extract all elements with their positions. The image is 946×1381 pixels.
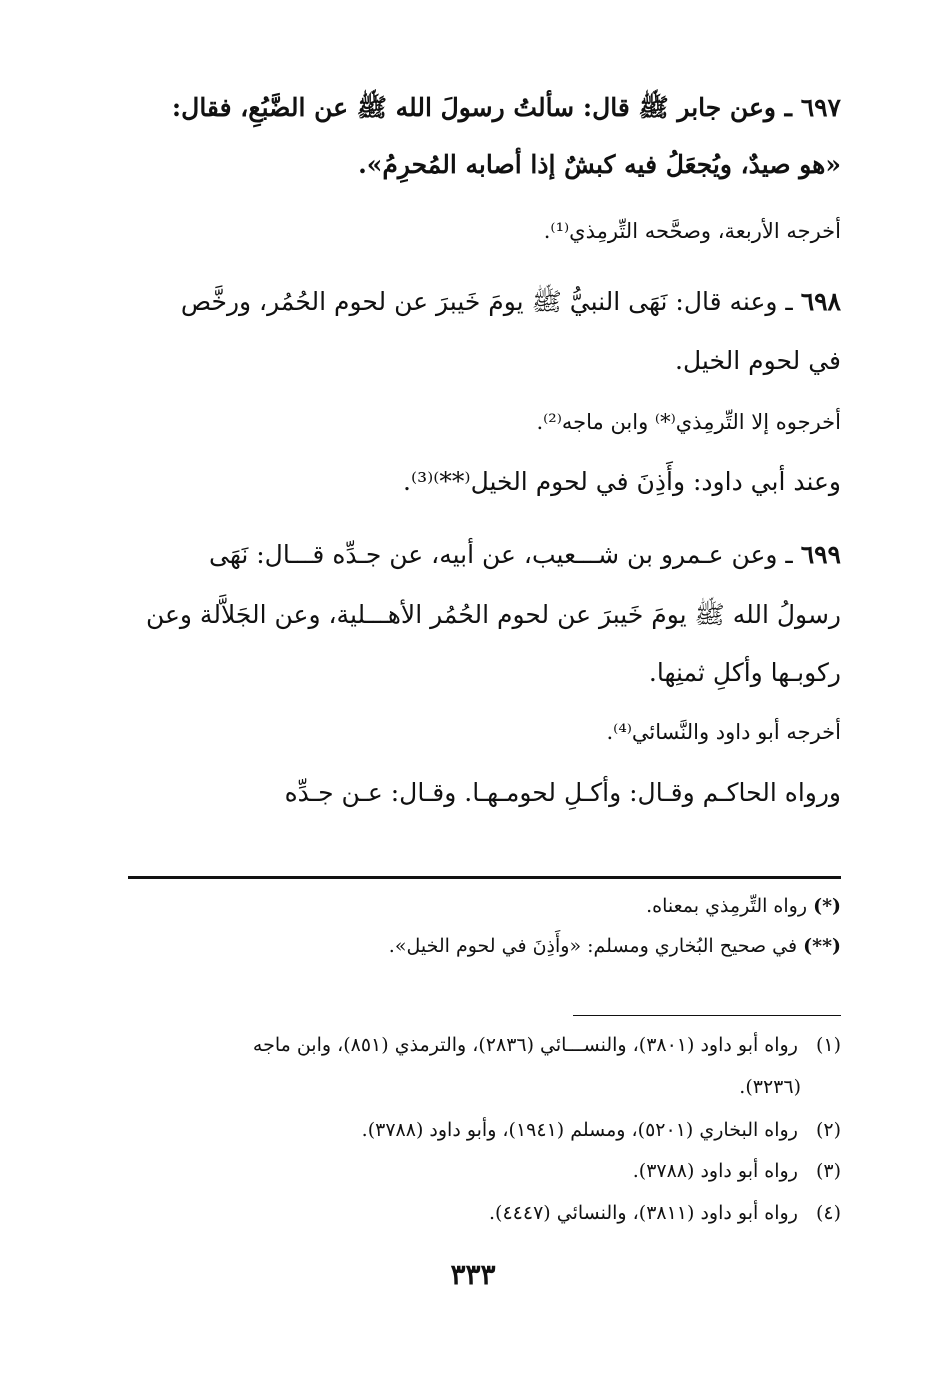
hadith-698-source: أخرجوه إلا التِّرمِذي⁽*⁾ وابن ماجه⁽²⁾. [536, 410, 841, 434]
main-text-divider [128, 876, 841, 879]
footnote-1-continuation: (٣٢٣٦). [739, 1076, 801, 1098]
hadith-699-line-3: ركوبـها وأكلِ ثمنِها. [648, 658, 841, 687]
footnote-4 [128, 1202, 841, 1224]
footnote-4-text: رواه أبو داود (٣٨١١)، والنسائي (٤٤٤٧). [489, 1202, 798, 1224]
editor-note-2-text: في صحيح البُخاري ومسلم: «وأَذِنَ في لحوم الخيل». [388, 935, 798, 957]
hadith-699-text-1: ـ وعن عـمرو بن شـــعيب، عن أبيه، عن جـدِّه قـــال: نَهَى [208, 540, 793, 569]
footnote-2-text: رواه البخاري (٥٢٠١)، ومسلم (١٩٤١)، وأبو داود (٣٧٨٨). [361, 1119, 798, 1141]
hadith-699-line-2: رسولُ الله ﷺ يومَ خَيبرَ عن لحوم الحُمُر الأهـــلية، وعن الجَلاَّلة وعن [145, 600, 841, 629]
hadith-699-line-1 [128, 540, 841, 569]
hadith-699-source: أخرجه أبو داود والنَّسائي⁽⁴⁾. [606, 720, 841, 744]
hadith-697-source: أخرجه الأربعة، وصحَّحه التِّرمِذي⁽¹⁾. [543, 219, 841, 243]
footnote-3-text: رواه أبو داود (٣٧٨٨). [632, 1160, 798, 1182]
footnote-1-text: رواه أبو داود (٣٨٠١)، والنســـائي (٢٨٣٦)، والترمذي (٨٥١)، وابن ماجه [252, 1034, 798, 1056]
hadith-699-number: ٦٩٩ [800, 540, 841, 569]
hadith-697-line-1 [128, 92, 841, 129]
footnote-3-mark: (٣) [815, 1160, 841, 1182]
hadith-698-extra: وعند أبي داود: وأَذِنَ في لحوم الخيل⁽**⁾⁽³⁾. [403, 467, 841, 496]
hadith-698-line-1 [128, 286, 841, 323]
footnote-2 [128, 1119, 841, 1141]
editor-note-1-mark: (*) [813, 895, 841, 917]
editor-note-2 [128, 935, 841, 957]
editor-note-2-mark: (**) [803, 935, 841, 957]
hadith-697-text-1: ـ وعن جابر ﷺ قال: سألتُ رسولَ الله ﷺ عن الضَّبُعِ، فقال: [171, 93, 792, 122]
editor-note-1-text: رواه التِّرمِذي بمعناه. [646, 895, 808, 917]
footnote-1-mark: (١) [815, 1034, 841, 1056]
hadith-698-line-2: في لحوم الخيل. [675, 346, 841, 375]
hadith-697-line-2: «هو صيدٌ، ويُجعَلُ فيه كبشٌ إذا أصابه المُحرِمُ». [358, 150, 841, 179]
hadith-698-text-1: ـ وعنه قال: نَهَى النبيُّ ﷺ يومَ خَيبرَ عن لحوم الحُمُر، ورخَّص [180, 287, 793, 316]
page-number: ٣٣٣ [450, 1258, 496, 1291]
hadith-699-extra: ورواه الحاكـم وقـال: وأكـلِ لحومـهـا. وقـال: عـن جـدِّه [284, 778, 841, 807]
footnote-4-mark: (٤) [815, 1202, 841, 1224]
footnote-divider [573, 1015, 841, 1016]
editor-note-1 [128, 895, 841, 917]
hadith-698-number: ٦٩٨ [800, 287, 841, 316]
footnote-1 [128, 1034, 841, 1056]
footnote-3 [128, 1160, 841, 1182]
hadith-697-number: ٦٩٧ [800, 93, 841, 122]
footnote-2-mark: (٢) [815, 1119, 841, 1141]
